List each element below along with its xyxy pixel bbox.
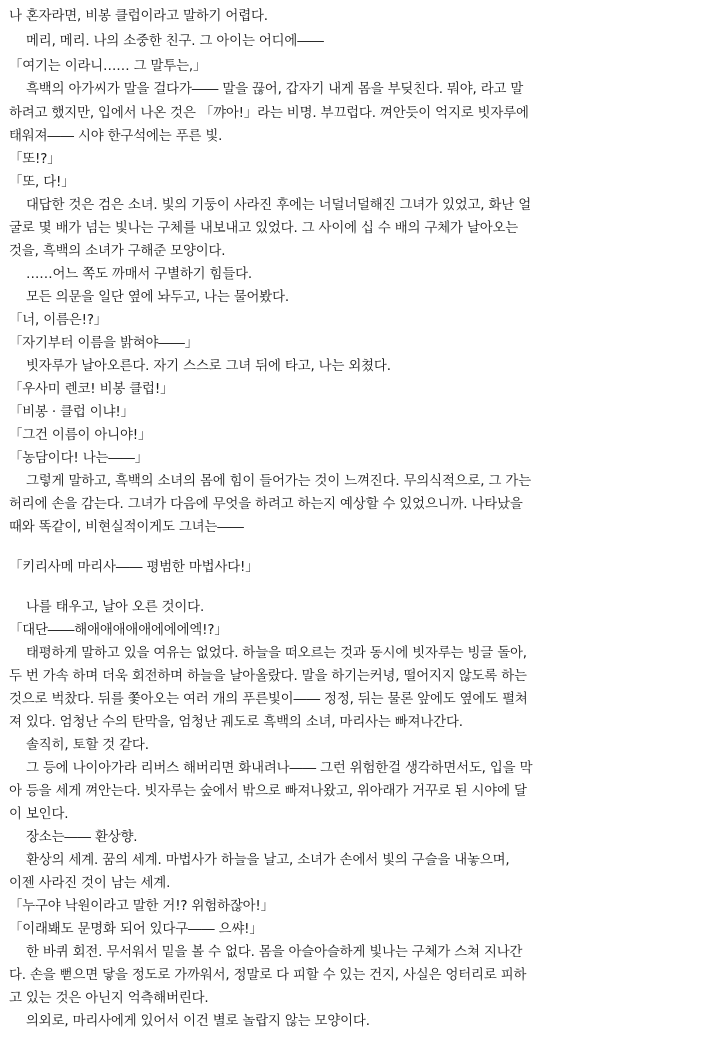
text-line: 「키리사메 마리사―― 평범한 마법사다!」 [9, 560, 259, 575]
text-line: 「또, 다!」 [9, 175, 75, 190]
text-line: 대답한 것은 검은 소녀. 빛의 기둥이 사라진 후에는 너덜너덜해진 그녀가 있었고, 화난 얼 [26, 198, 531, 213]
text-line: 한 바퀴 회전. 무서워서 밑을 볼 수 없다. 몸을 아슬아슬하게 빛나는 구체가 스쳐 지나간 [26, 945, 523, 960]
text-line: 그 등에 나이아가라 리버스 해버리면 화내려나―― 그런 위험한걸 생각하면서도, 입을 막 [26, 761, 533, 776]
text-line: 환상의 세계. 꿈의 세계. 마법사가 하늘을 날고, 소녀가 손에서 빛의 구슬을 내놓으며, [26, 853, 510, 868]
text-line: 나를 태우고, 날아 오른 것이다. [26, 600, 205, 615]
text-line: 것으로 벅찼다. 뒤를 쫓아오는 여러 개의 푸른빛이―― 정정, 뒤는 물론 앞에도 옆에도 펼쳐 [9, 692, 528, 707]
text-line: 의외로, 마리사에게 있어서 이건 별로 놀랍지 않는 모양이다. [26, 1014, 370, 1029]
text-line: 그렇게 말하고, 흑백의 소녀의 몸에 힘이 들어가는 것이 느껴진다. 무의식적으로, 그 가는 [26, 474, 531, 489]
text-line: 솔직히, 토할 것 같다. [26, 738, 149, 753]
text-line: 태워져―― 시야 한구석에는 푸른 빛. [9, 129, 223, 144]
text-line: 이 보인다. [9, 807, 69, 822]
text-line: ……어느 쪽도 까매서 구별하기 힘들다. [26, 267, 253, 282]
text-line: 장소는―― 환상향. [26, 830, 138, 845]
text-line: 「비봉 · 클럽 이냐!」 [9, 405, 134, 420]
text-line: 져 있다. 엄청난 수의 탄막을, 엄청난 궤도로 흑백의 소녀, 마리사는 빠져나간다. [9, 715, 463, 730]
text-line: 굴로 몇 배가 넘는 빛나는 구체를 내보내고 있었다. 그 사이에 십 수 배의 구체가 날아오는 [9, 221, 519, 236]
text-line: 「이래봬도 문명화 되어 있다구―― 으쌰!」 [9, 922, 263, 937]
text-line: 흑백의 아가씨가 말을 걸다가―― 말을 끊어, 갑자기 내게 몸을 부딪친다. 뭐야, 라고 말 [26, 82, 524, 97]
text-line: 아 등을 세게 껴안는다. 빗자루는 숲에서 밖으로 빠져나왔고, 위아래가 거꾸로 된 시야에 달 [9, 784, 527, 799]
text-line: 「여기는 이라니…… 그 말투는,」 [9, 59, 207, 74]
text-line: 「대단――해애애애애애에에에엑!?」 [9, 623, 228, 638]
text-line: 때와 똑같이, 비현실적이게도 그녀는―― [9, 520, 244, 535]
text-line: 나 혼자라면, 비봉 클럽이라고 말하기 어렵다. [9, 9, 268, 24]
text-line: 「너, 이름은!?」 [9, 313, 108, 328]
text-line: 「농담이다! 나는――」 [9, 451, 148, 466]
text-line: 「누구야 낙원이라고 말한 거!? 위험하잖아!」 [9, 899, 274, 914]
text-line: 고 있는 것은 아닌지 억측해버린다. [9, 991, 209, 1006]
text-line: 것을, 흑백의 소녀가 구해준 모양이다. [9, 244, 226, 259]
text-line: 메리, 메리. 나의 소중한 친구. 그 아이는 어디에―― [26, 34, 324, 49]
text-line: 두 번 가속 하며 더욱 회전하며 하늘을 날아올랐다. 말을 하기는커녕, 떨어지지 않도록 하는 [9, 669, 527, 684]
text-line: 「또!?」 [9, 152, 61, 167]
text-line: 태평하게 말하고 있을 여유는 없었다. 하늘을 떠오르는 것과 동시에 빗자루는 빙글 돌아, [26, 646, 527, 661]
text-line: 허리에 손을 감는다. 그녀가 다음에 무엇을 하려고 하는지 예상할 수 있었으니까. 나타났을 [9, 497, 523, 512]
text-line: 이젠 사라진 것이 남는 세계. [9, 876, 171, 891]
text-line: 빗자루가 날아오른다. 자기 스스로 그녀 뒤에 타고, 나는 외쳤다. [26, 359, 391, 374]
text-line: 「자기부터 이름을 밝혀야――」 [9, 336, 199, 351]
text-line: 모든 의문을 일단 옆에 놔두고, 나는 물어봤다. [26, 290, 289, 305]
text-line: 「그건 이름이 아니야!」 [9, 428, 152, 443]
text-line: 다. 손을 뻗으면 닿을 정도로 가까워서, 정말로 다 피할 수 있는 건지, 사실은 엉터리로 피하 [9, 968, 527, 983]
text-line: 하려고 했지만, 입에서 나온 것은 「꺄아!」라는 비명. 부끄럽다. 껴안듯이 억지로 빗자루에 [9, 106, 529, 121]
text-line: 「우사미 렌코! 비봉 클럽!」 [9, 382, 174, 397]
